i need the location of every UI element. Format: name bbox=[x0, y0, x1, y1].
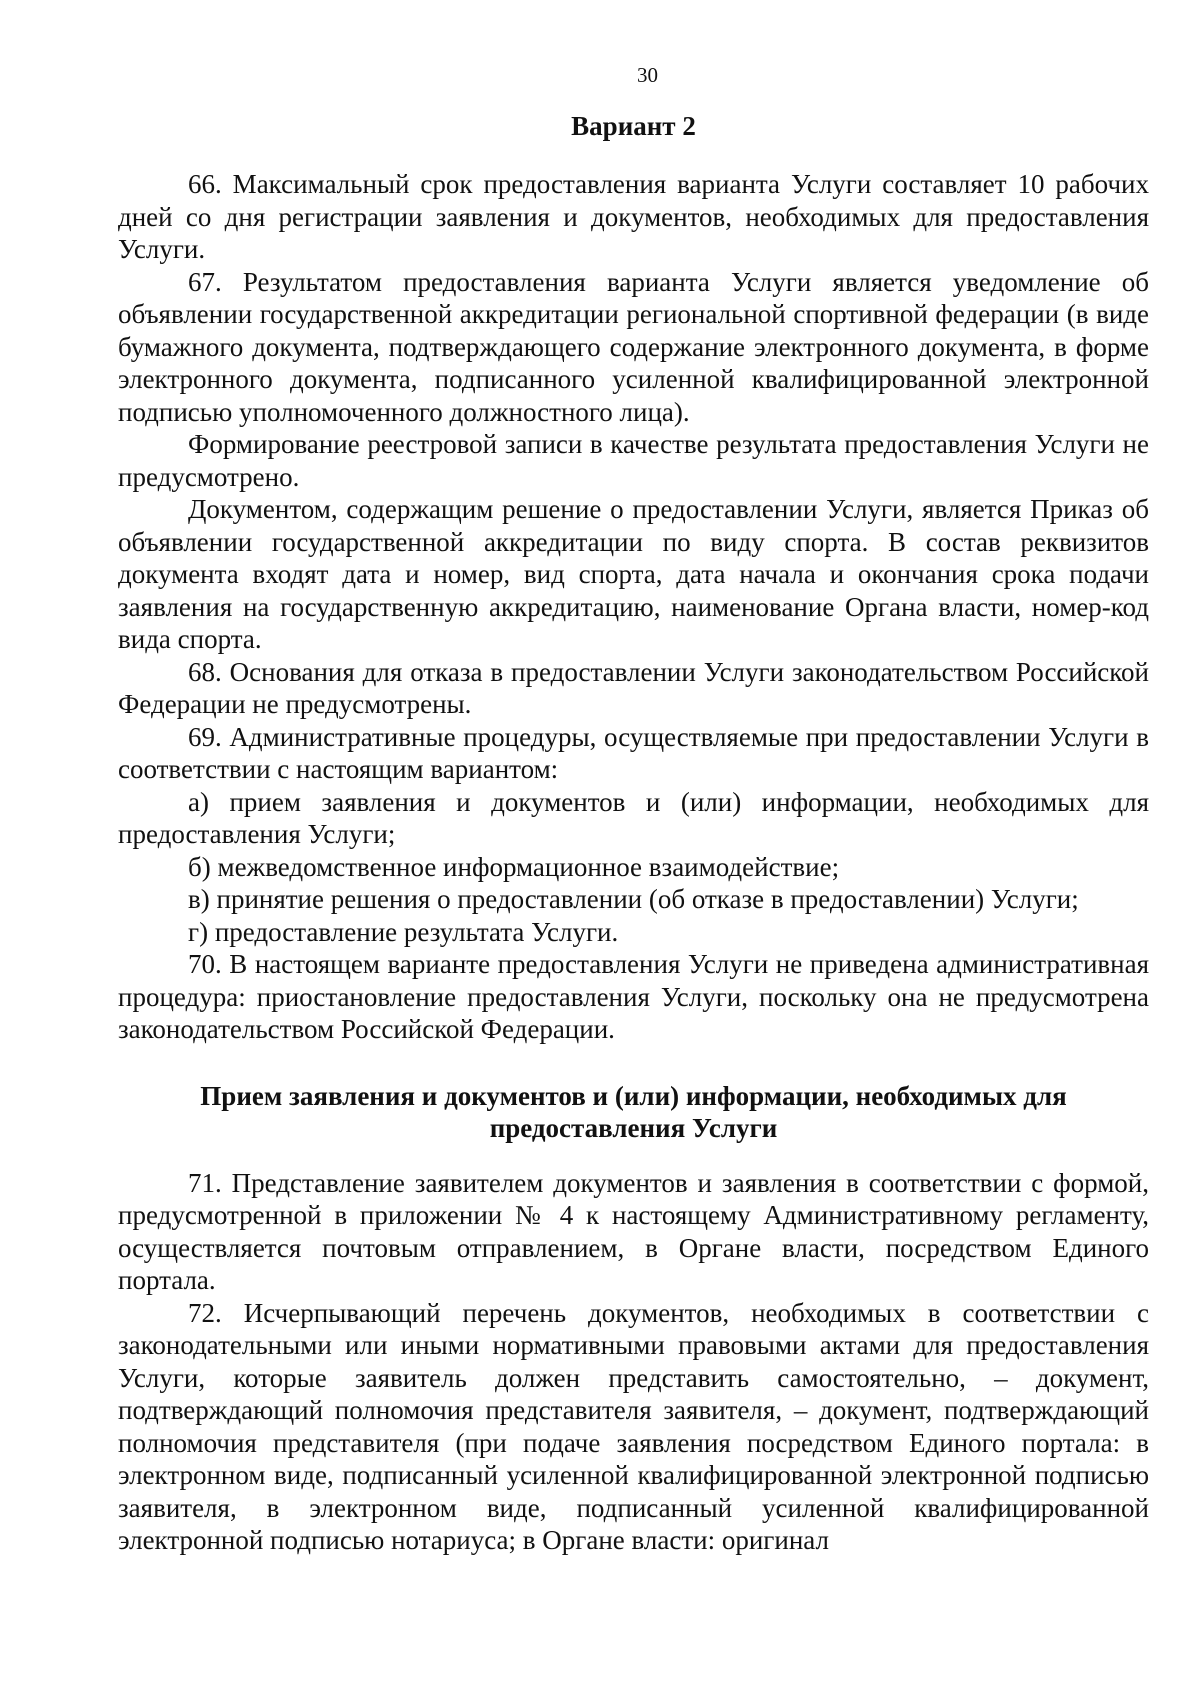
list-item-b: б) межведомственное информационное взаимодействие; bbox=[188, 851, 840, 882]
subsection-body bbox=[118, 1167, 1149, 1557]
paragraph-66: 66. Максимальный срок предоставления варианта Услуги составляет 10 рабочих дней со дня регистрации заявления и документов, необходимых для предоставления Услуги. bbox=[118, 169, 1149, 264]
list-item-g: г) предоставление результата Услуги. bbox=[188, 916, 619, 947]
section-title: Вариант 2 bbox=[571, 111, 696, 141]
section-body bbox=[118, 168, 1149, 1046]
paragraph-68: 68. Основания для отказа в предоставлении Услуги законодательством Российской Федерации не предусмотрены. bbox=[118, 656, 1149, 719]
paragraph-69: 69. Административные процедуры, осуществляемые при предоставлении Услуги в соответствии с настоящим вариантом: bbox=[118, 721, 1149, 784]
list-item-v: в) принятие решения о предоставлении (об отказе в предоставлении) Услуги; bbox=[188, 884, 1079, 914]
subsection-title-line2: предоставления Услуги bbox=[489, 1113, 778, 1143]
paragraph-67: 67. Результатом предоставления варианта Услуги является уведомление об объявлении государственной аккредитации региональной спортивной федерации (в виде бумажного документа, подтверждающего содержание электронного документа, в форме электронного документа, подписанного усиленной квалифицированной электронной подписью уполномоченного должностного лица). bbox=[118, 266, 1149, 427]
paragraph-72: 72. Исчерпывающий перечень документов, необходимых в соответствии с законодательными или иными нормативными правовыми актами для предоставления Услуги, которые заявитель должен представить самостоятельно, – документ, подтверждающий полномочия представителя заявителя, – документ, подтверждающий полномочия представителя (при подаче заявления посредством Единого портала: в электронном виде, подписанный усиленной квалифицированной электронной подписью заявителя, в электронном виде, подписанный усиленной квалифицированной электронной подписью нотариуса; в Органе власти: оригинал bbox=[118, 1297, 1149, 1555]
subsection-title-line1: Прием заявления и документов и (или) информации, необходимых для bbox=[200, 1080, 1067, 1111]
paragraph-decision-document: Документом, содержащим решение о предоставлении Услуги, является Приказ об объявлении государственной аккредитации по виду спорта. В состав реквизитов документа входят дата и номер, вид спорта, дата начала и окончания срока подачи заявления на государственную аккредитацию, наименование Органа власти, номер-код вида спорта. bbox=[118, 494, 1149, 654]
list-item-a: а) прием заявления и документов и (или) информации, необходимых для предоставления Услуги; bbox=[118, 786, 1149, 849]
subsection-title bbox=[118, 1080, 1149, 1145]
paragraph-71: 71. Представление заявителем документов и заявления в соответствии с формой, предусмотренной в приложении № 4 к настоящему Административному регламенту, осуществляется почтовым отправлением, в Органе власти, посредством Единого портала. bbox=[118, 1167, 1149, 1295]
paragraph-registry-record: Формирование реестровой записи в качестве результата предоставления Услуги не предусмотрено. bbox=[118, 429, 1149, 492]
document-page bbox=[118, 62, 1149, 1557]
paragraph-70: 70. В настоящем варианте предоставления Услуги не приведена административная процедура: приостановление предоставления Услуги, поскольку она не предусмотрена законодательством Российской Федерации. bbox=[118, 949, 1149, 1044]
page-number: 30 bbox=[637, 63, 658, 87]
